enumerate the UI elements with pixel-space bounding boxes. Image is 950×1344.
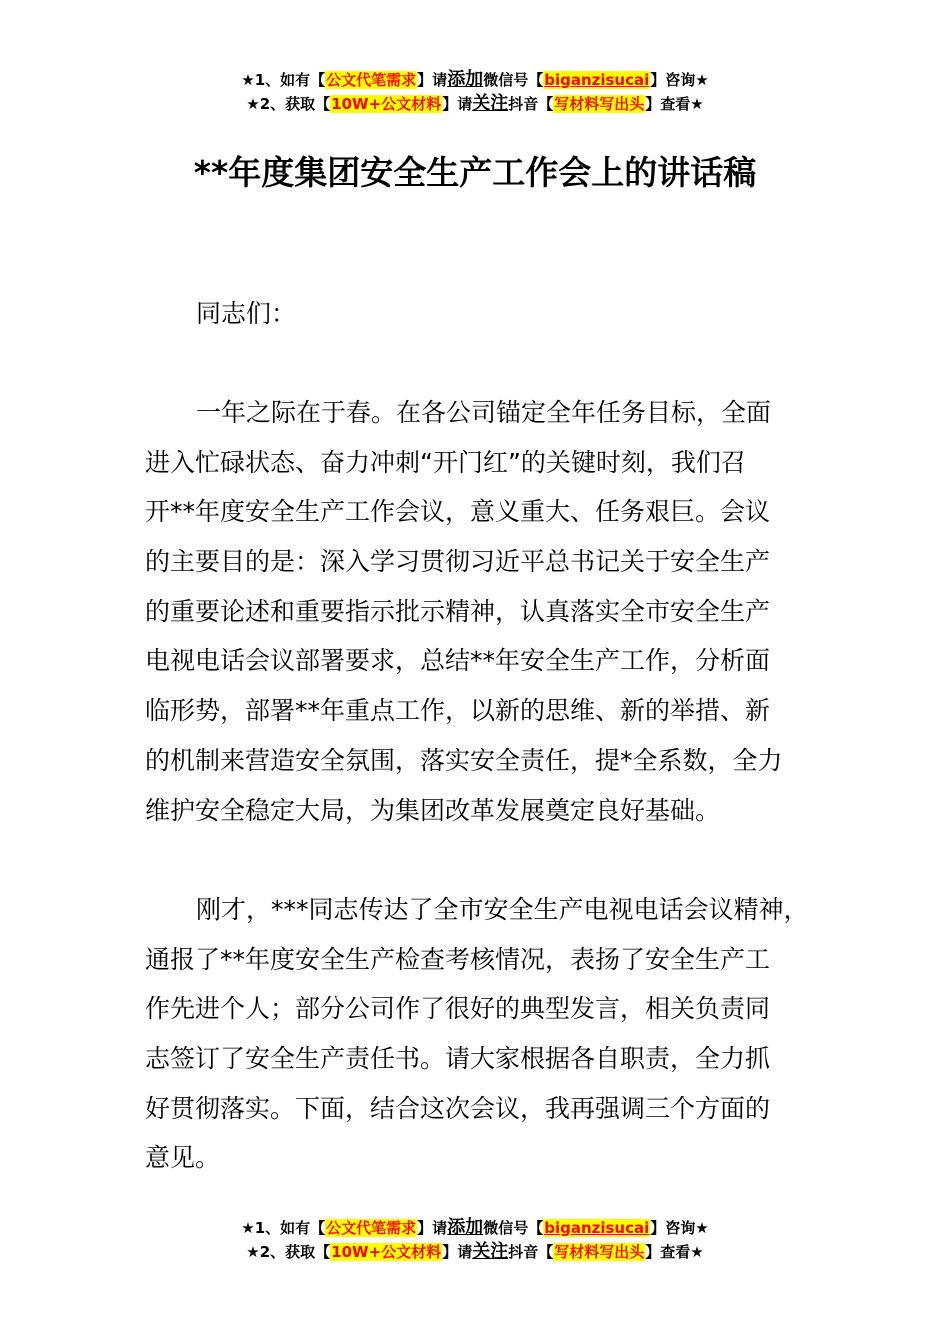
paragraph-line: 进入忙碌状态、奋力冲刺“开门红”的关键时刻，我们召	[145, 447, 746, 477]
paragraph-1	[145, 388, 835, 835]
promo-emphasis: 关注	[472, 1241, 509, 1262]
paragraph-line: 刚才，***同志传达了全市安全生产电视电话会议精神，	[196, 895, 809, 924]
promo-line-1	[0, 1216, 950, 1240]
promo-line-1	[0, 68, 950, 92]
paragraph-line: 好贯彻落实。下面，结合这次会议，我再强调三个方面的	[145, 1093, 771, 1123]
promo-wechat-id[interactable]: biganzisucai	[544, 71, 650, 89]
promo-emphasis: 添加	[447, 1217, 484, 1238]
footer-promo-banner	[0, 1216, 950, 1264]
salutation	[145, 289, 835, 339]
promo-line-2	[0, 1240, 950, 1264]
header-promo-banner	[0, 68, 950, 116]
paragraph-line: 开**年度安全生产工作会议，意义重大、任务艰巨。会议	[145, 497, 771, 527]
promo-text: ★1、如有【	[241, 1219, 326, 1237]
paragraph-line: 临形势，部署**年重点工作，以新的思维、新的举措、新	[145, 696, 771, 726]
promo-text: 微信号【	[483, 71, 544, 89]
document-title: **年度集团安全生产工作会上的讲话稿	[193, 153, 757, 192]
promo-text: 】咨询★	[650, 1219, 709, 1237]
promo-text: 微信号【	[483, 1219, 544, 1237]
promo-text: 抖音【	[508, 95, 554, 113]
paragraph-line: 一年之际在于春。在各公司锚定全年任务目标，全面	[196, 398, 772, 427]
promo-text: 】请	[417, 71, 448, 89]
promo-highlight: 10W+公文材料	[331, 95, 442, 113]
salutation-text: 同志们：	[196, 299, 297, 328]
paragraph-line: 的重要论述和重要指示批示精神，认真落实全市安全生产	[145, 596, 771, 626]
promo-text: 】查看★	[645, 1243, 704, 1261]
promo-text: 】请	[417, 1219, 448, 1237]
promo-text: 抖音【	[508, 1243, 554, 1261]
promo-emphasis: 添加	[447, 69, 484, 90]
promo-emphasis: 关注	[472, 93, 509, 114]
promo-line-2	[0, 92, 950, 116]
paragraph-line: 作先进个人；部分公司作了很好的典型发言，相关负责同	[145, 994, 771, 1024]
promo-highlight: 写材料写出头	[554, 95, 645, 113]
promo-highlight: 写材料写出头	[554, 1243, 645, 1261]
paragraph-line: 的机制来营造安全氛围，落实安全责任，提*全系数，全力	[145, 745, 783, 775]
paragraph-line: 通报了**年度安全生产检查考核情况，表扬了安全生产工	[145, 944, 771, 974]
promo-text: ★2、获取【	[246, 1243, 331, 1261]
promo-highlight: 公文代笔需求	[326, 1219, 417, 1237]
promo-text: 】查看★	[645, 95, 704, 113]
promo-text: ★2、获取【	[246, 95, 331, 113]
promo-wechat-id[interactable]: biganzisucai	[544, 1219, 650, 1237]
promo-text: 】请	[442, 1243, 473, 1261]
paragraph-line: 志签订了安全生产责任书。请大家根据各自职责，全力抓	[145, 1044, 771, 1074]
paragraph-line: 维护安全稳定大局，为集团改革发展奠定良好基础。	[145, 795, 721, 825]
paragraph-line: 的主要目的是：深入学习贯彻习近平总书记关于安全生产	[145, 547, 771, 577]
promo-text: 】咨询★	[650, 71, 709, 89]
paragraph-2	[145, 885, 835, 1183]
promo-text: ★1、如有【	[241, 71, 326, 89]
paragraph-line: 意见。	[145, 1143, 221, 1173]
promo-text: 】请	[442, 95, 473, 113]
promo-highlight: 公文代笔需求	[326, 71, 417, 89]
promo-highlight: 10W+公文材料	[331, 1243, 442, 1261]
paragraph-line: 电视电话会议部署要求，总结**年安全生产工作，分析面	[145, 646, 771, 676]
